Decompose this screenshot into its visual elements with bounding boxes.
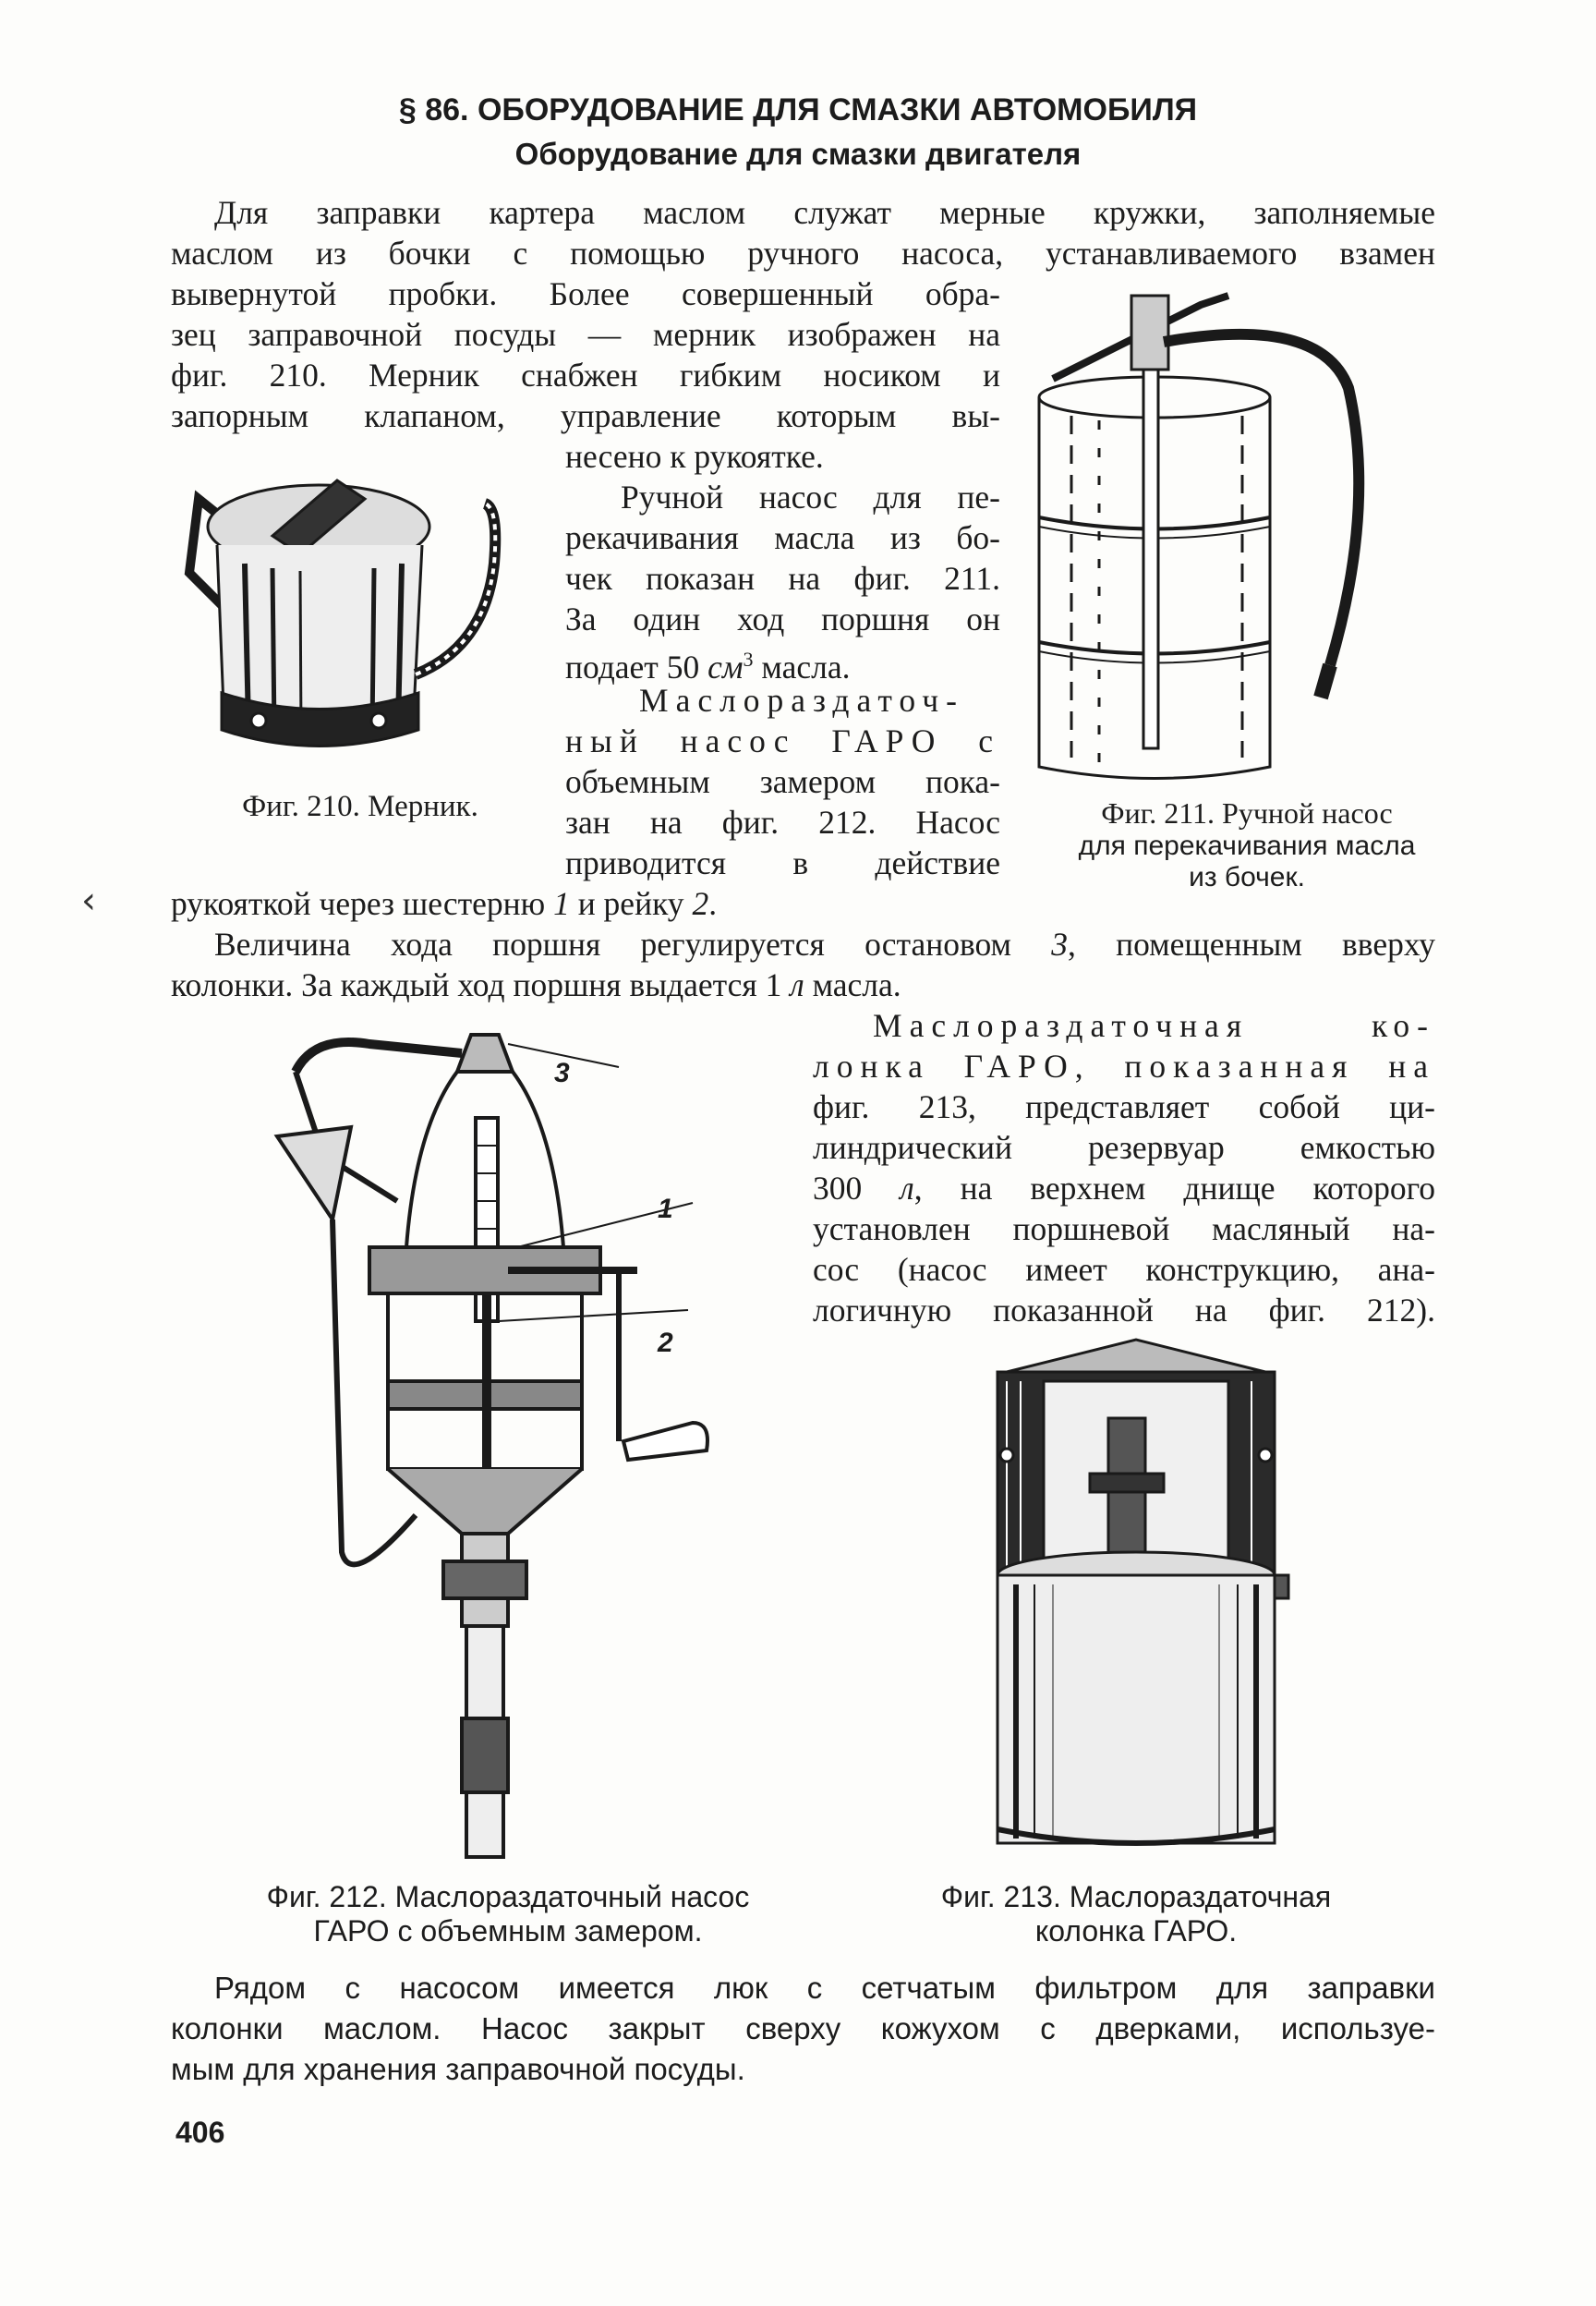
unit-l-2: л <box>900 1170 914 1207</box>
section-title: § 86. ОБОРУДОВАНИЕ ДЛЯ СМАЗКИ АВТОМОБИЛЯ <box>398 92 1198 127</box>
label-3: 3 <box>554 1058 570 1088</box>
garo-line-2: ный насос ГАРО с <box>565 722 1000 759</box>
garo-text-a: рукояткой через шестерню <box>171 885 554 922</box>
figure-212-garo-pump-section <box>277 1016 757 1875</box>
garo-line-3: объемным замером пока- <box>565 763 1000 800</box>
footer-line-1: Рядом с насосом имеется люк с сетчатым фильтром для заправки <box>214 1971 1435 2005</box>
intro-line-5: фиг. 210. Мерник снабжен гибким носиком и <box>171 357 1000 394</box>
ref-3: 3 <box>1051 926 1068 963</box>
intro-line-1: Для заправки картера маслом служат мерные кружки, заполняемые <box>214 194 1435 231</box>
footer-line-2: колонки маслом. Насос закрыт сверху кожухом с дверками, используе- <box>171 2011 1435 2045</box>
ref-2: 2 <box>692 885 709 922</box>
stroke-line-1 <box>214 924 1435 965</box>
caption-fig-210: Фиг. 210. Мерник. <box>242 790 478 823</box>
figure-210-measuring-can <box>180 462 550 776</box>
garo-line-1: Маслораздаточ- <box>639 682 964 719</box>
figure-213-garo-column <box>988 1335 1284 1862</box>
ref-1: 1 <box>553 885 570 922</box>
stroke-text-c: колонки. За каждый ход поршня выдается 1 <box>171 966 791 1003</box>
intro-line-4: зец заправочной посуды — мерник изображен на <box>171 316 1000 353</box>
garo-line-6 <box>171 883 717 924</box>
hand-pump-line-3: чек показан на фиг. 211. <box>565 560 1000 597</box>
column-line-8: логичную показанной на фиг. 212). <box>813 1292 1435 1329</box>
stroke-text-d: масла. <box>804 966 901 1003</box>
caption-fig-213-line-2: колонка ГАРО. <box>1034 1914 1238 1948</box>
intro-line-3: вывернутой пробки. Более совершенный обра- <box>171 275 1000 312</box>
garo-line-5: приводится в действие <box>565 844 1000 881</box>
label-2: 2 <box>658 1328 673 1358</box>
column-line-4: линдрический резервуар емкостью <box>813 1129 1435 1166</box>
page-number: 406 <box>175 2116 225 2149</box>
garo-line-4: зан на фиг. 212. Насос <box>565 804 1000 841</box>
column-line-1: Маслораздаточная ко- <box>873 1007 1435 1044</box>
column-line-3: фиг. 213, представляет собой ци- <box>813 1088 1435 1125</box>
garo-text-b: и рейку <box>569 885 693 922</box>
footer-line-3: мым для хранения заправочной посуды. <box>171 2052 745 2086</box>
unit-l: л <box>790 966 804 1003</box>
caption-fig-211-line-3: из бочек. <box>1189 862 1305 892</box>
hand-pump-text-end: масла. <box>753 648 851 686</box>
column-line-5 <box>813 1168 1435 1208</box>
label-1: 1 <box>658 1194 673 1224</box>
caption-fig-211-line-2: для перекачивания масла <box>1078 831 1416 861</box>
caption-fig-212-line-1: Фиг. 212. Маслораздаточный насос <box>266 1880 750 1913</box>
hand-pump-line-1: Ручной насос для пе- <box>621 479 1000 516</box>
intro-line-6: запорным клапаном, управление которым вы- <box>171 397 1000 434</box>
unit-sup: 3 <box>743 648 754 671</box>
intro-line-2: маслом из бочки с помощью ручного насоса, устанавливаемого взамен <box>171 235 1435 272</box>
subsection-title: Оборудование для смазки двигателя <box>514 137 1082 171</box>
figure-211-hand-pump-barrel <box>1016 277 1459 795</box>
column-line-2: лонка ГАРО, показанная на <box>813 1048 1435 1085</box>
caption-fig-212-line-2: ГАРО с объемным замером. <box>313 1914 703 1948</box>
stroke-line-2 <box>171 965 901 1005</box>
intro-line-7: несено к рукоятке. <box>565 438 824 475</box>
column-line-7: сос (насос имеет конструкцию, ана- <box>813 1251 1435 1288</box>
hand-pump-line-2: рекачивания масла из бо- <box>565 519 1000 556</box>
caption-fig-211-line-1: Фиг. 211. Ручной насос <box>1101 796 1393 830</box>
garo-text-c: . <box>708 885 718 922</box>
stroke-text-b: , помещенным вверху <box>1067 926 1435 963</box>
hand-pump-line-4: За один ход поршня он <box>565 601 1000 637</box>
column-text-b: , на верхнем днище которого <box>913 1170 1435 1207</box>
caption-fig-213-line-1: Фиг. 213. Маслораздаточная <box>940 1880 1332 1913</box>
unit-cm: см <box>707 648 744 686</box>
column-text-a: 300 <box>813 1170 901 1207</box>
hand-pump-text: подает 50 <box>565 648 708 686</box>
column-line-6: установлен поршневой масляный на- <box>813 1210 1435 1247</box>
stroke-text-a: Величина хода поршня регулируется остановом <box>214 926 1052 963</box>
margin-mark: ‹ <box>81 880 96 922</box>
